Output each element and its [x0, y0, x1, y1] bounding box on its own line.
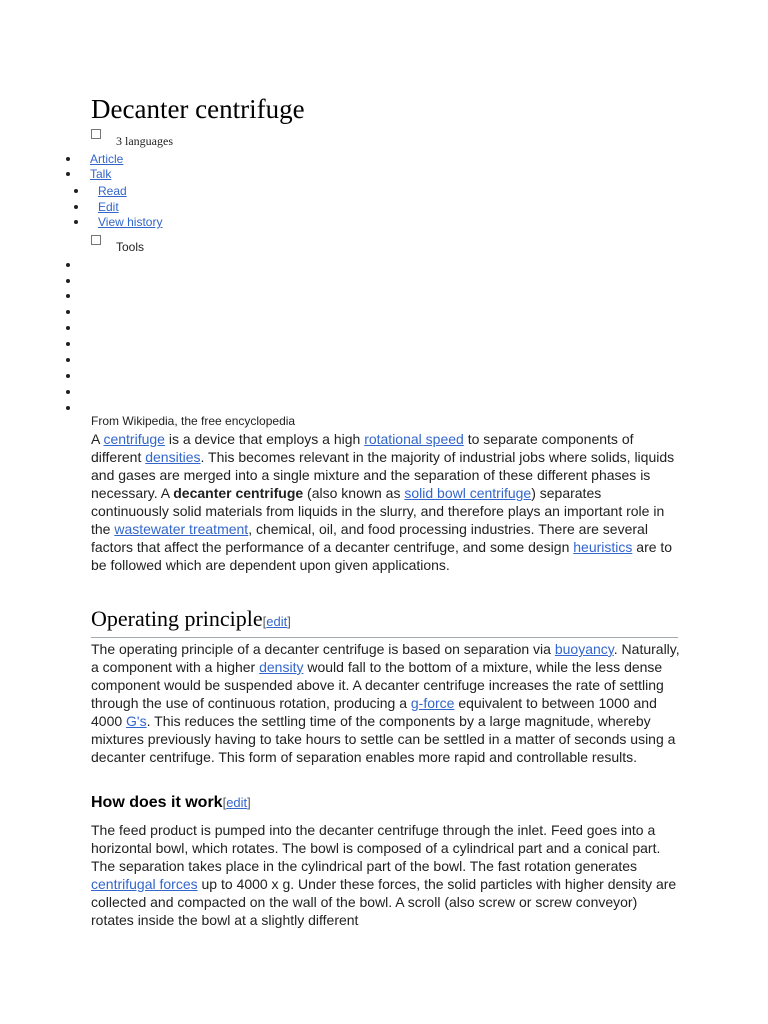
operating-principle-paragraph: The operating principle of a decanter centrifuge is based on separation via buoyancy. Naturally, a component with a higher density would fall to the bottom of a mixture, while the less dense component would be suspended above it. A decanter centrifuge increases the rate of settling through the use of continuous rotation, producing a g-force equivalent to between 1000 and 4000 G's. This reduces the settling time of the components by a large magnitude, whereby mixtures previously having to take hours to settle can be settled in a matter of seconds using a decanter centrifuge. This form of separation enables more rapid and controllable results.: [91, 641, 680, 765]
inline-link[interactable]: G's: [126, 713, 147, 729]
edit-bracket-open: [: [222, 795, 227, 810]
edit-section-link[interactable]: [223, 795, 251, 810]
edit-bracket-close: ]: [287, 614, 291, 629]
inline-link[interactable]: densities: [145, 449, 201, 465]
inline-link[interactable]: heuristics: [573, 539, 633, 555]
bold-term: decanter centrifuge: [173, 485, 304, 501]
inline-link[interactable]: wastewater treatment: [114, 521, 249, 537]
bullet-icon: [74, 189, 78, 193]
inline-link[interactable]: density: [259, 659, 304, 675]
edit-bracket-open: [: [262, 614, 267, 629]
bullet-icon: [74, 220, 78, 224]
empty-bullet: [66, 263, 70, 267]
bullet-icon: [66, 172, 70, 176]
empty-bullet: [66, 310, 70, 314]
empty-bullet: [66, 342, 70, 346]
empty-bullet: [66, 358, 70, 362]
article-tab[interactable]: Article: [90, 152, 124, 166]
empty-bullet: [66, 326, 70, 330]
inline-link[interactable]: centrifuge: [103, 431, 165, 447]
inline-link[interactable]: solid bowl centrifuge: [404, 485, 532, 501]
bullet-icon: [66, 157, 70, 161]
inline-link[interactable]: buoyancy: [554, 641, 614, 657]
empty-bullet: [66, 294, 70, 298]
language-checkbox[interactable]: [91, 129, 101, 139]
edit-link[interactable]: edit: [226, 795, 248, 810]
languages-label[interactable]: 3 languages: [116, 134, 173, 148]
page-title: Decanter centrifuge: [91, 94, 305, 124]
section-heading-operating-principle: [91, 605, 678, 638]
view-history-tab[interactable]: View history: [98, 215, 163, 229]
how-does-it-work-paragraph: The feed product is pumped into the decanter centrifuge through the inlet. Feed goes into a horizontal bowl, which rotates. The bowl is composed of a cylindrical part and a conical part. The separation takes place in the cylindrical part of the bowl. The fast rotation generates centrifugal forces up to 4000 x g. Under these forces, the solid particles with higher density are collected and compacted on the wall of the bowl. A scroll (also screw or screw conveyor) rotates inside the bowl at a slightly different: [91, 822, 677, 928]
read-tab[interactable]: Read: [98, 184, 127, 198]
empty-bullet: [66, 374, 70, 378]
tools-label[interactable]: Tools: [116, 240, 145, 254]
section-heading-how-does-it-work: [91, 793, 251, 813]
inline-link[interactable]: rotational speed: [364, 431, 464, 447]
inline-link[interactable]: g-force: [410, 695, 455, 711]
edit-link[interactable]: edit: [266, 614, 288, 629]
empty-bullet: [66, 390, 70, 394]
empty-bullet: [66, 279, 70, 283]
talk-tab[interactable]: Talk: [90, 167, 112, 181]
section-heading-text: How does it work: [91, 794, 223, 811]
bullet-icon: [74, 205, 78, 209]
section-heading-text: Operating principle: [91, 606, 263, 631]
edit-section-link[interactable]: [263, 614, 291, 629]
tools-checkbox[interactable]: [91, 235, 101, 245]
inline-link[interactable]: centrifugal forces: [91, 876, 198, 892]
site-tagline: From Wikipedia, the free encyclopedia: [91, 414, 296, 428]
edit-tab[interactable]: Edit: [98, 200, 119, 214]
edit-bracket-close: ]: [247, 795, 251, 810]
intro-paragraph: A centrifuge is a device that employs a high rotational speed to separate components of different densities. This becomes relevant in the majority of industrial jobs where solids, liquids and gases are merged into a single mixture and the separation of these different phases is necessary. A decanter centrifuge (also known as solid bowl centrifuge) separates continuously solid materials from liquids in the slurry, and therefore plays an important role in the wastewater treatment, chemical, oil, and food processing industries. There are several factors that affect the performance of a decanter centrifuge, and some design heuristics are to be followed which are dependent upon given applications.: [91, 431, 675, 573]
empty-bullet: [66, 406, 70, 410]
